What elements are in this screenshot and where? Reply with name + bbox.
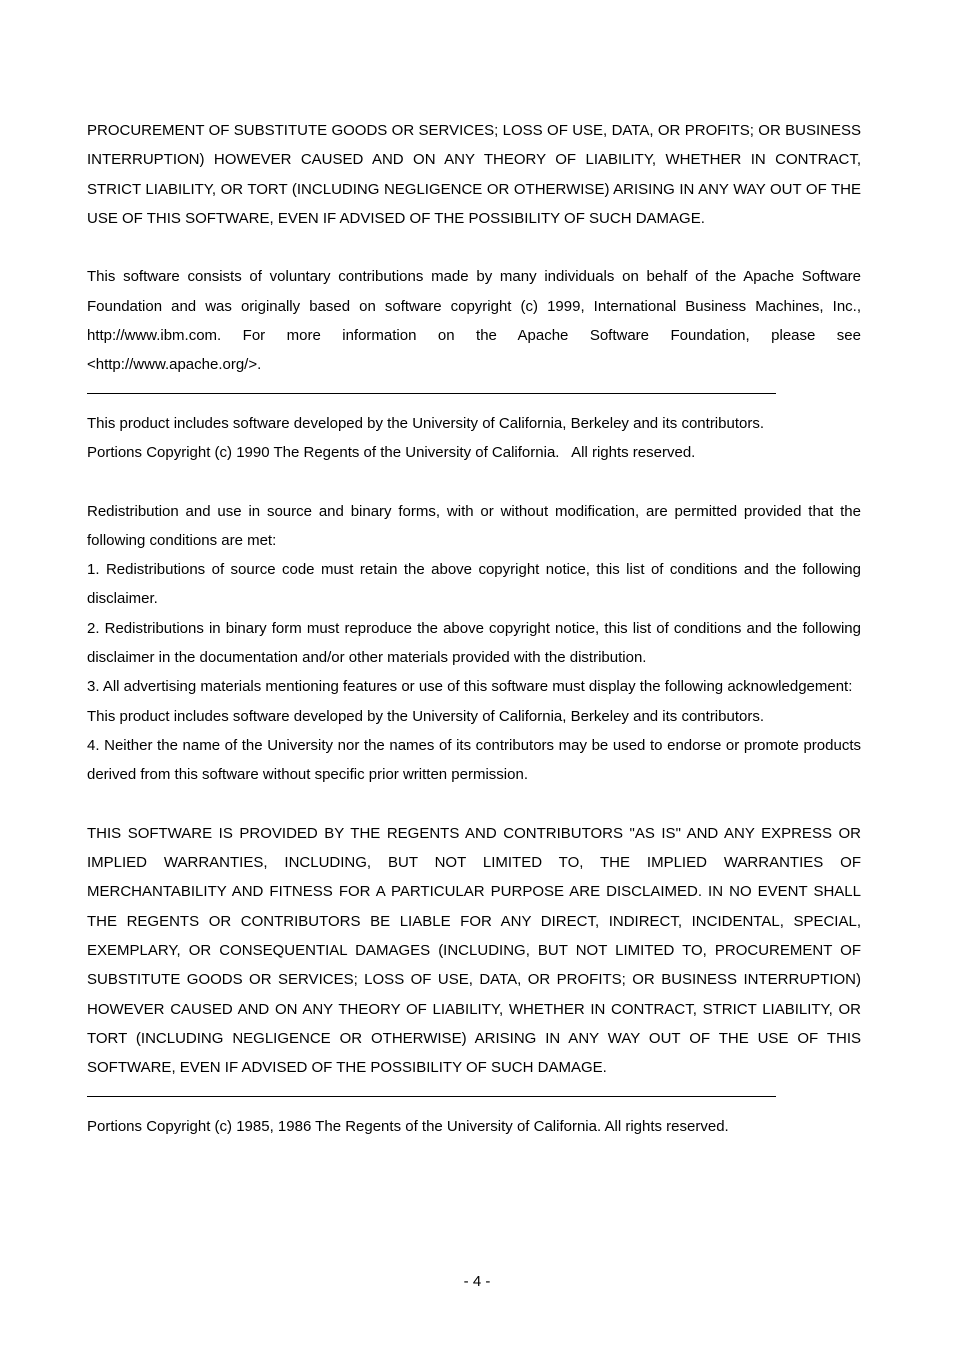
acknowledgement-text: This product includes software developed by the University of California, Berkeley and its contributors. (87, 707, 764, 725)
condition-3: 3. All advertising materials mentioning features or use of this software must display the following acknowledgement: (87, 678, 853, 696)
paragraph-gap (87, 790, 861, 819)
paragraph-gap (87, 467, 861, 496)
condition-4: 4. Neither the name of the University nor the names of its contributors may be used to endorse or promote products derived from this software without specific prior written permission. (87, 736, 861, 784)
condition-1: 1. Redistributions of source code must retain the above copyright notice, this list of conditions and the following disclaimer. (87, 561, 861, 608)
paragraph-gap (87, 233, 861, 262)
document-body (87, 116, 861, 1141)
ucb-copyright: Portions Copyright (c) 1990 The Regents of the University of California. All rights reserved. (87, 443, 696, 461)
condition-2: 2. Redistributions in binary form must reproduce the above copyright notice, this list of conditions and the following disclaimer in the documentation and/or other materials provided with the distribution. (87, 619, 861, 667)
final-copyright: Portions Copyright (c) 1985, 1986 The Regents of the University of California. All rights reserved. (87, 1117, 729, 1135)
apache-note: This software consists of voluntary contributions made by many individuals on behalf of the Apache Software Foundation and was originally based on software copyright (c) 1999, International Business Machines, Inc., http://www.ibm.com. For more information on the Apache Software Foundation, please see <http://www.apache.org/>. (87, 268, 861, 374)
section-divider (87, 393, 776, 394)
ucb-disclaimer: THIS SOFTWARE IS PROVIDED BY THE REGENTS AND CONTRIBUTORS "AS IS" AND ANY EXPRESS OR IMPLIED WARRANTIES, INCLUDING, BUT NOT LIMITED TO, THE IMPLIED WARRANTIES OF MERCHANTABILITY AND FITNESS FOR A PARTICULAR PURPOSE ARE DISCLAIMED. IN NO EVENT SHALL THE REGENTS OR CONTRIBUTORS BE LIABLE FOR ANY DIRECT, INDIRECT, INCIDENTAL, SPECIAL, EXEMPLARY, OR CONSEQUENTIAL DAMAGES (INCLUDING, BUT NOT LIMITED TO, PROCUREMENT OF SUBSTITUTE GOODS OR SERVICES; LOSS OF USE, DATA, OR PROFITS; OR BUSINESS INTERRUPTION) HOWEVER CAUSED AND ON ANY THEORY OF LIABILITY, WHETHER IN CONTRACT, STRICT LIABILITY, OR TORT (INCLUDING NEGLIGENCE OR OTHERWISE) ARISING IN ANY WAY OUT OF THE USE OF THIS SOFTWARE, EVEN IF ADVISED OF THE POSSIBILITY OF SUCH DAMAGE. (87, 824, 861, 1077)
ucb-intro: This product includes software developed by the University of California, Berkeley and its contributors. (87, 414, 764, 432)
page-number: - 4 - (463, 1273, 491, 1290)
redistribution-text: Redistribution and use in source and binary forms, with or without modification, are permitted provided that the following conditions are met: (87, 502, 861, 549)
section-divider (87, 1096, 776, 1097)
disclaimer-top: PROCUREMENT OF SUBSTITUTE GOODS OR SERVICES; LOSS OF USE, DATA, OR PROFITS; OR BUSINESS INTERRUPTION) HOWEVER CAUSED AND ON ANY THEORY OF LIABILITY, WHETHER IN CONTRACT, STRICT LIABILITY, OR TORT (INCLUDING NEGLIGENCE OR OTHERWISE) ARISING IN ANY WAY OUT OF THE USE OF THIS SOFTWARE, EVEN IF ADVISED OF THE POSSIBILITY OF SUCH DAMAGE. (87, 122, 861, 227)
